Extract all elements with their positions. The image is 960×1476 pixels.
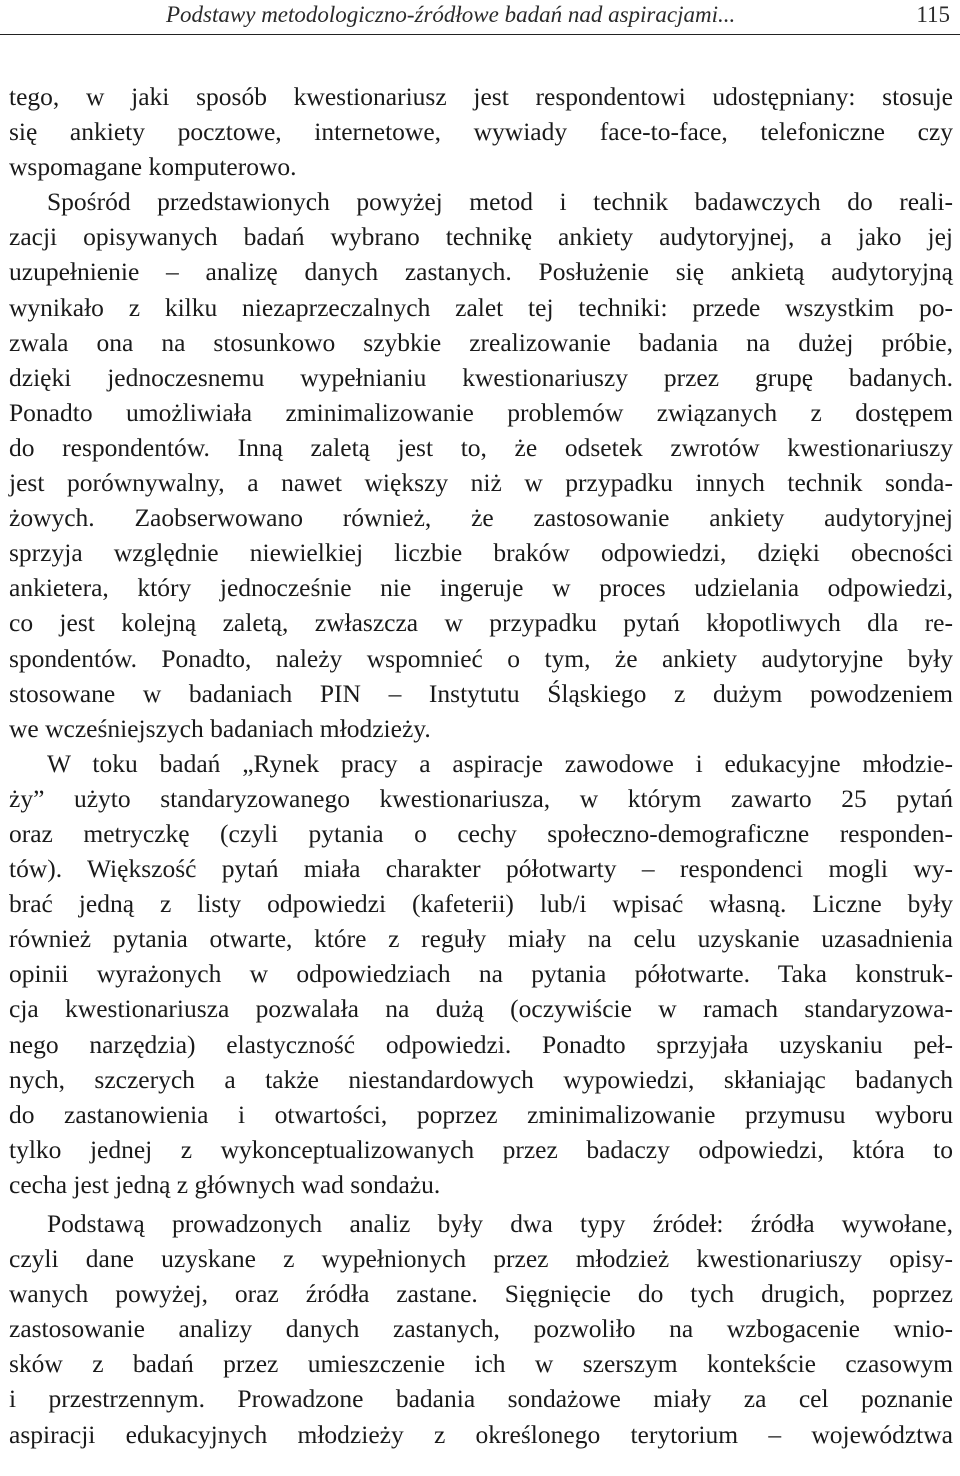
text-line: aspiracji edukacyjnych młodzieży z określonego terytorium – województwa [9, 1419, 953, 1449]
text-line: zwala ona na stosunkowo szybkie zrealizowanie badania na dużej próbie, [9, 327, 953, 357]
text-line: spondentów. Ponadto, należy wspomnieć o tym, że ankiety audytoryjne były [9, 643, 953, 673]
text-line: ży” użyto standaryzowanego kwestionariusza, w którym zawarto 25 pytań [9, 783, 953, 813]
body-text [9, 79, 953, 1452]
text-line: dzięki jednoczesnemu wypełnianiu kwestionariuszy przez grupę badanych. [9, 362, 953, 392]
text-line: tego, w jaki sposób kwestionariusz jest respondentowi udostępniany: stosuje [9, 82, 953, 111]
text-line: żowych. Zaobserwowano również, że zastosowanie ankiety audytoryjnej [9, 503, 953, 533]
text-line: sprzyja względnie niewielkiej liczbie braków odpowiedzi, dzięki obecności [9, 538, 953, 568]
text-line: brać jedną z listy odpowiedzi (kafeterii) lub/i wpisać własną. Liczne były [9, 889, 953, 919]
text-line: wanych powyżej, oraz źródła zastane. Sięgnięcie do tych drugich, poprzez [9, 1279, 953, 1309]
text-line: Spośród przedstawionych powyżej metod i technik badawczych do reali- [47, 187, 953, 217]
text-line: cja kwestionariusza pozwalała na dużą (oczywiście w ramach standaryzowa- [9, 994, 953, 1024]
text-line: tów). Większość pytań miała charakter półotwarty – respondenci mogli wy- [9, 854, 953, 884]
text-line: do respondentów. Inną zaletą jest to, że odsetek zwrotów kwestionariuszy [9, 432, 953, 462]
text-line: sków z badań przez umieszczenie ich w szerszym kontekście czasowym [9, 1349, 953, 1379]
text-line: Ponadto umożliwiała zminimalizowanie problemów związanych z dostępem [9, 397, 953, 427]
text-line: ankietera, który jednocześnie nie ingeruje w proces udzielania odpowiedzi, [9, 573, 953, 603]
text-line: wspomagane komputerowo. [9, 152, 297, 182]
text-line: W toku badań „Rynek pracy a aspiracje zawodowe i edukacyjne młodzie- [47, 748, 953, 778]
text-line: nego narzędzia) elastyczność odpowiedzi. Ponadto sprzyjała uzyskaniu peł- [9, 1029, 953, 1059]
text-line: tylko jednej z wykonceptualizowanych przez badaczy odpowiedzi, która to [9, 1134, 953, 1164]
text-line: we wcześniejszych badaniach młodzieży. [9, 713, 431, 743]
text-line: do zastanowienia i otwartości, poprzez zminimalizowanie przymusu wyboru [9, 1099, 953, 1129]
text-line: i przestrzennym. Prowadzone badania sondażowe miały za cel poznanie [9, 1384, 953, 1414]
text-line: stosowane w badaniach PIN – Instytutu Śląskiego z dużym powodzeniem [9, 678, 953, 708]
text-line: się ankiety pocztowe, internetowe, wywiady face-to-face, telefoniczne czy [9, 117, 953, 147]
text-line: wynikało z kilku niezaprzeczalnych zalet tej techniki: przede wszystkim po- [9, 292, 953, 322]
text-line: zastosowanie analizy danych zastanych, pozwoliło na wzbogacenie wnio- [9, 1314, 953, 1344]
text-line: jest porównywalny, a nawet większy niż w przypadku innych technik sonda- [9, 468, 953, 498]
running-title: Podstawy metodologiczno-źródłowe badań nad aspiracjami... [166, 2, 736, 27]
text-line: czyli dane uzyskane z wypełnionych przez młodzież kwestionariuszy opisy- [9, 1244, 953, 1274]
text-line: również pytania otwarte, które z reguły miały na celu uzyskanie uzasadnienia [9, 924, 953, 954]
text-line: cecha jest jedną z głównych wad sondażu. [9, 1169, 441, 1199]
text-line: oraz metryczkę (czyli pytania o cechy społeczno-demograficzne responden- [9, 818, 953, 848]
running-header [0, 0, 960, 35]
text-line: uzupełnienie – analizę danych zastanych. Posłużenie się ankietą audytoryjną [9, 257, 953, 287]
page-number: 115 [916, 2, 950, 27]
text-line: Podstawą prowadzonych analiz były dwa typy źródeł: źródła wywołane, [47, 1209, 953, 1238]
text-line: opinii wyrażonych w odpowiedziach na pytania półotwarte. Taka konstruk- [9, 959, 953, 989]
text-line: nych, szczerych a także niestandardowych wypowiedzi, skłaniając badanych [9, 1064, 953, 1094]
text-line: co jest kolejną zaletą, zwłaszcza w przypadku pytań kłopotliwych dla re- [9, 608, 953, 638]
text-line: zacji opisywanych badań wybrano technikę ankiety audytoryjnej, a jako jej [9, 222, 953, 252]
